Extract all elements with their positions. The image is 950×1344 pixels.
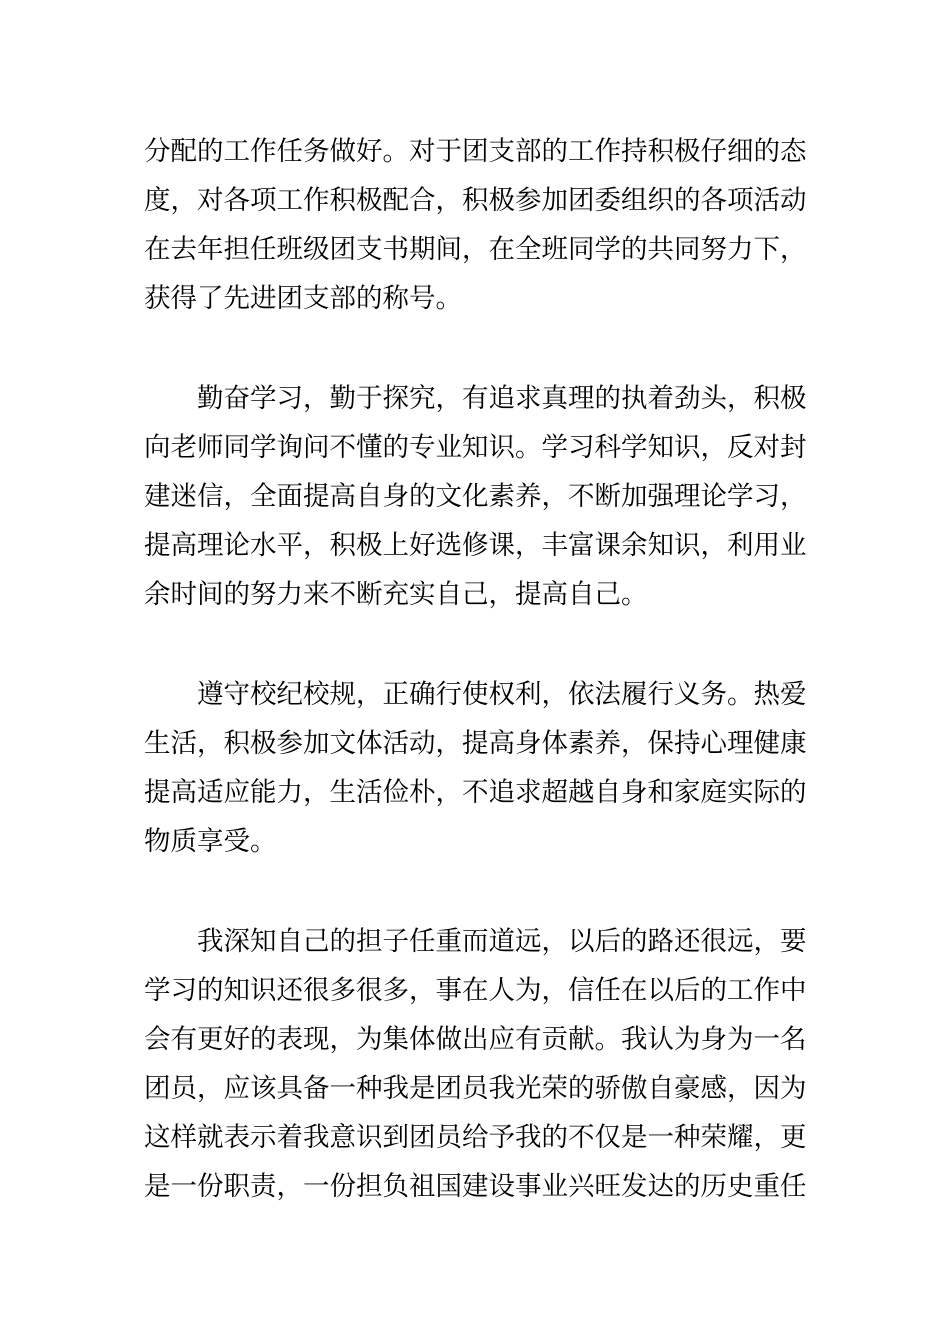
text-line: 提高理论水平，积极上好选修课，丰富课余知识，利用业 — [144, 530, 807, 561]
paragraph-2 — [144, 374, 812, 619]
text-line: 分配的工作任务做好。对于团支部的工作持积极仔细的态 — [144, 136, 807, 167]
text-line: 勤奋学习，勤于探究，有追求真理的执着劲头，积极 — [197, 383, 807, 414]
text-line: 是一份职责，一份担负祖国建设事业兴旺发达的历史重任 — [144, 1171, 807, 1202]
paragraph-1 — [144, 127, 812, 323]
text-line: 建迷信，全面提高自身的文化素养，不断加强理论学习， — [144, 481, 807, 512]
paragraph-4 — [144, 917, 812, 1211]
text-line: 团员，应该具备一种我是团员我光荣的骄傲自豪感，因为 — [144, 1073, 807, 1104]
text-line: 提高适应能力，生活俭朴，不追求超越自身和家庭实际的 — [144, 777, 807, 808]
text-line: 生活，积极参加文体活动，提高身体素养，保持心理健康 — [144, 728, 807, 759]
text-line: 遵守校纪校规，正确行使权利，依法履行义务。热爱 — [197, 679, 807, 710]
text-line: 这样就表示着我意识到团员给予我的不仅是一种荣耀，更 — [144, 1122, 807, 1153]
paragraph-3 — [144, 670, 812, 866]
text-line: 会有更好的表现，为集体做出应有贡献。我认为身为一名 — [144, 1024, 807, 1055]
text-line: 获得了先进团支部的称号。 — [144, 283, 462, 314]
text-line: 度，对各项工作积极配合，积极参加团委组织的各项活动 — [144, 185, 807, 216]
text-line: 我深知自己的担子任重而道远，以后的路还很远，要 — [197, 926, 807, 957]
text-line: 学习的知识还很多很多，事在人为，信任在以后的工作中 — [144, 975, 807, 1006]
text-line: 在去年担任班级团支书期间，在全班同学的共同努力下， — [144, 234, 807, 265]
text-line: 物质享受。 — [144, 826, 277, 857]
text-line: 向老师同学询问不懂的专业知识。学习科学知识，反对封 — [144, 432, 807, 463]
text-line: 余时间的努力来不断充实自己，提高自己。 — [144, 579, 648, 610]
